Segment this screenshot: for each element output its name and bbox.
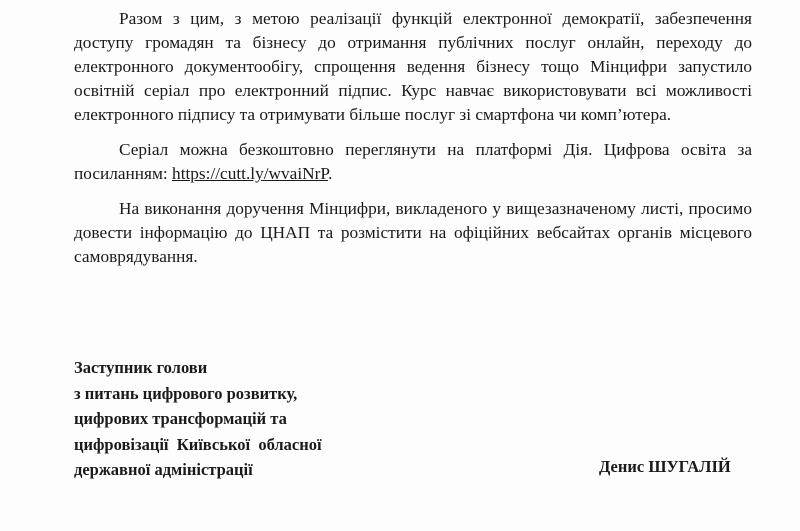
course-link[interactable]: https://cutt.ly/wvaiNrP — [172, 164, 329, 183]
position-line: державної адміністрації — [74, 460, 253, 479]
position-line: цифрових трансформацій та — [74, 409, 287, 428]
position-line: з питань цифрового розвитку, — [74, 383, 298, 403]
paragraph-request: На виконання доручення Мінцифри, викладеного у вищезазначеному листі, просимо довести інформацію до ЦНАП та розмістити на офіційних вебсайтах органів місцевого самоврядування. — [74, 199, 752, 266]
signatory-name: Денис ШУГАЛІЙ — [599, 457, 731, 476]
letter-body — [74, 7, 752, 280]
paragraph-diia-education — [74, 138, 752, 186]
paragraph-diia-end: . — [328, 164, 333, 183]
signatory-position — [74, 355, 322, 483]
paragraph-diia-text: Серіал можна безкоштовно переглянути на платформі Дія. Цифрова освіта за посиланням: — [74, 140, 752, 183]
paragraph-electronic-signature-course: Разом з цим, з метою реалізації функцій електронної демократії, забезпечення доступу громадян та бізнесу до отримання публічних послуг онлайн, переходу до електронного документообігу, спрощення ведення бізнесу тощо Мінцифри запустило освітній серіал про електронний підпис. Курс навчає використовувати всі можливості електронного підпису та отримувати більше послуг зі смартфона чи комп’ютера. — [74, 9, 752, 124]
position-line: Заступник голови — [74, 358, 208, 377]
position-line: цифровізації Київської обласної — [74, 434, 322, 454]
